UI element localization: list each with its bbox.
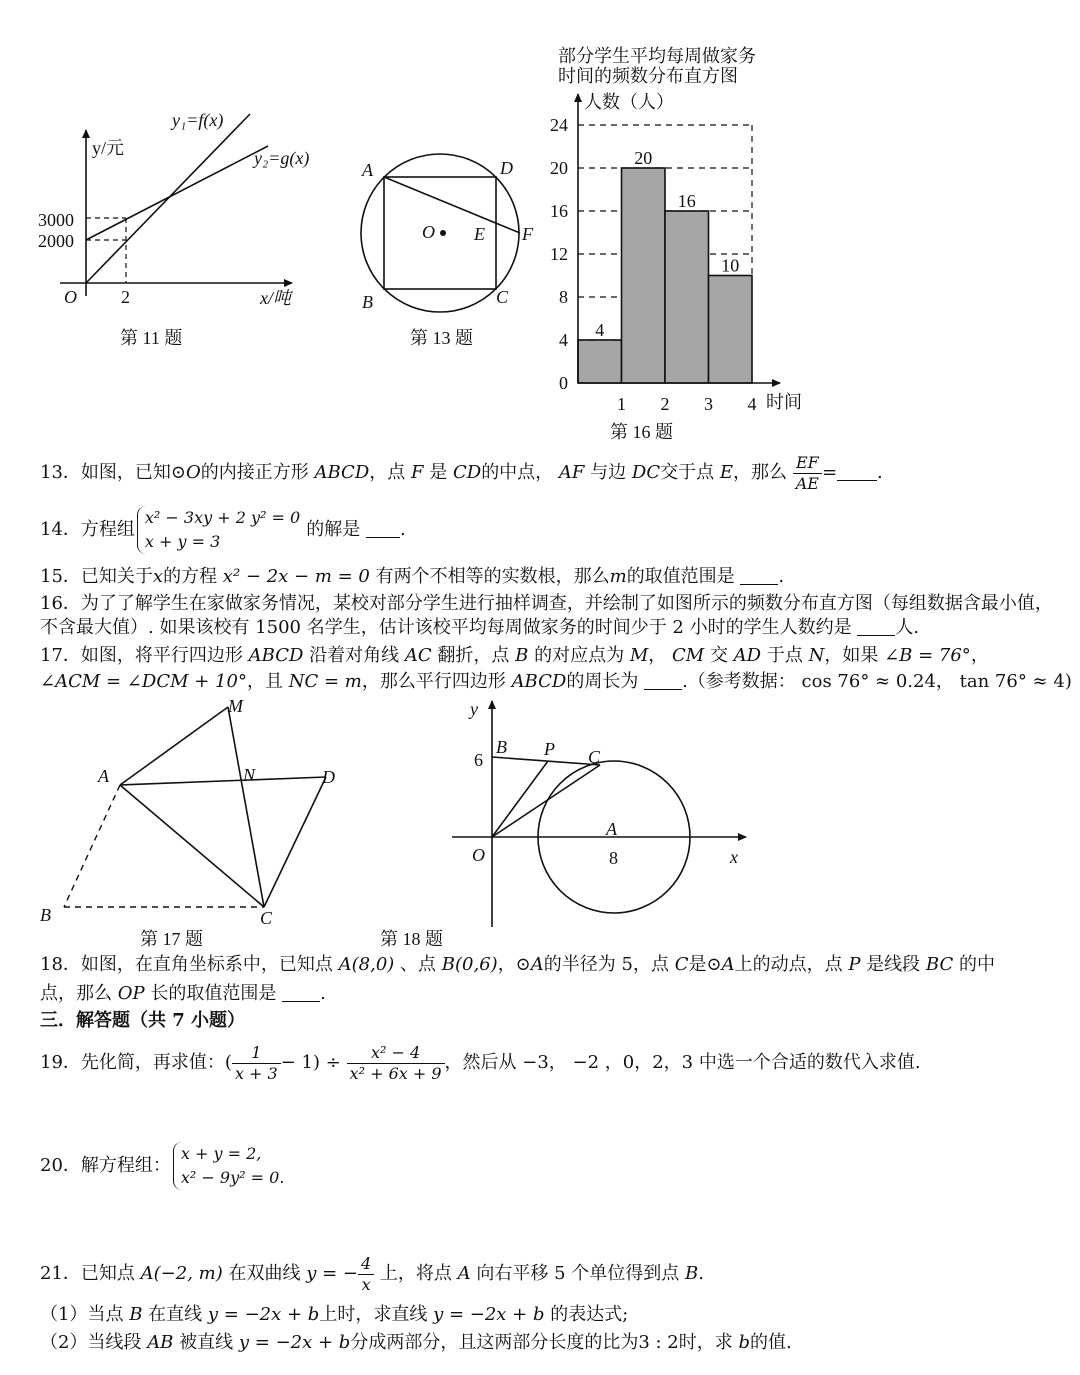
point-d: D [500,158,513,178]
q17-text: ， [970,645,989,666]
q17-reference: cos 76° ≈ 0.24 [801,671,936,692]
question-20 [40,1138,290,1194]
point-e: E [474,224,485,244]
histogram-bars [578,168,752,383]
q13-var: DC [631,462,661,483]
q13-equals: = [821,462,838,483]
q17-text: 翻折，点 [437,645,510,666]
q21-text: 向右平移 5 个单位得到点 [476,1263,680,1284]
segment-am [120,707,228,785]
q13-end: . [877,462,883,483]
q21-1-equation: y = −2x + b [433,1304,545,1325]
q17-text: 沿着对角线 [309,645,400,666]
point-c: C [496,287,509,307]
q21-2-var: AB [147,1332,174,1353]
q13-var: ABCD [314,462,370,483]
histogram-bar [665,211,709,383]
q17-text: 的对应点为 [534,645,625,666]
fraction-denominator: x² + 6x + 9 [349,1063,442,1083]
q15-var: m [609,566,627,587]
q17-equation: ∠ACM = ∠DCM + 10° [40,671,247,692]
caption-16: 第 16 题 [610,422,673,442]
y-tick-label: 8 [559,287,568,307]
tick-x-2: 2 [121,287,130,307]
q15-var: x [152,566,164,587]
q13-text: 的内接正方形 [200,462,309,483]
question-19 [40,1036,921,1090]
x-tick-label: 4 [747,394,757,414]
q15-text: 的取值范围是 [626,566,735,587]
q18-text: 是线段 [866,954,921,975]
q21-1-text: （1）当点 [40,1304,124,1325]
question-18-line2 [40,982,326,1006]
q21-2-text: 被直线 [179,1332,234,1353]
y-tick-6: 6 [474,750,483,770]
q17-var: ABCD [248,645,304,666]
q21-text: 21．已知点 [40,1263,135,1284]
x-axis-label: x/吨 [260,288,291,308]
fraction-denominator: x [361,1274,371,1294]
q21-2-text: 分成两部分，且这两部分长度的比为 [350,1332,639,1353]
bar-value-label: 16 [677,191,696,211]
q18-text: 点，那么 [40,983,112,1004]
bar-value-label: 20 [634,148,653,168]
fraction-numerator: 4 [358,1254,374,1275]
point-b: B [362,292,373,312]
q18-var: BC [925,954,954,975]
q19-operator: − 1) ÷ [280,1052,341,1073]
q17-reference: tan 76° ≈ 4) [959,671,1072,692]
fraction-numerator: EF [793,453,822,474]
q17-var: AD [733,645,762,666]
y-axis-label: y [470,699,478,719]
point-a: A [362,160,373,180]
point-b: B [496,737,507,757]
figure-13 [350,140,550,360]
x-tick-label: 3 [704,394,713,414]
center-o [440,230,446,236]
q21-text: 上，将点 [379,1263,452,1284]
q13-text: ，点 [369,462,406,483]
q15-text: 的方程 [163,566,218,587]
histogram-y-label: 人数（人） [584,92,674,112]
q18-point: A(8,0) [338,954,395,975]
tick-3000: 3000 [38,210,74,230]
caption-13: 第 13 题 [410,328,473,348]
histogram-title-line1: 部分学生平均每周做家务 [558,46,756,66]
answer-blank-17[interactable] [644,671,682,690]
q21-2-text: 时，求 [678,1332,733,1353]
q18-text: 18．如图，在直角坐标系中，已知点 [40,954,333,975]
q21-1-text: 上时，求直线 [319,1304,428,1325]
q21-var: A [457,1263,471,1284]
q17-text: ，如果 [824,645,879,666]
q20-eq1: x + y = 2, [180,1144,262,1163]
q18-text: 的半径为 5，点 [543,954,669,975]
x-axis-label: x [730,847,738,867]
segment-dc [264,777,326,907]
line-g [86,146,268,240]
line-f-label: y₁=f(x) [172,110,224,130]
q20-eq2: x² − 9y² = 0. [180,1168,285,1187]
question-21-part-2 [40,1331,792,1355]
q19-paren: ( [224,1052,232,1073]
segment-oc [492,765,600,837]
histogram-bar [709,276,753,384]
q17-var: N [808,645,825,666]
q16-text: 16．为了了解学生在家做家务情况，某校对部分学生进行抽样调查，并绘制了如图所示的频数分布直方图（每组数据含最小值，不含最大值）. 如果该校有 1500 名学生，估计该校平均每周做家务的时间少于 2 小时的学生人数约是 [40,593,1053,638]
fraction-denominator: x + 3 [234,1063,278,1083]
q18-text: ，⊙ [497,954,531,975]
point-d: D [322,767,335,787]
q18-text: 的中 [958,954,995,975]
figure-17 [30,695,360,955]
q18-text: 上的动点，点 [734,954,843,975]
x-tick-label: 1 [617,394,626,414]
question-16 [40,592,1065,640]
q18-text: 、点 [400,954,437,975]
question-15 [40,565,784,589]
q14-text: 的解是 [306,519,361,540]
q17-var: M [629,645,649,666]
point-p: P [544,739,555,759]
segment-mc [228,707,264,907]
bar-value-label: 10 [721,255,740,276]
point-a: A [98,766,109,786]
q14-eq1: x² − 3xy + 2 y² = 0 [144,508,301,527]
q21-2-ratio: 3 : 2 [638,1332,679,1353]
answer-blank-14[interactable] [366,519,400,538]
point-n: N [243,765,256,785]
q18-text: 是⊙ [688,954,722,975]
caption-18: 第 18 题 [380,929,443,949]
point-c: C [260,908,273,928]
y-tick-label: 4 [559,330,568,350]
q18-text: 长的取值范围是 [150,983,277,1004]
q15-text: 有两个不相等的实数根，那么 [375,566,610,587]
q19-text: ，然后从 −3， −2 ，0，2，3 中选一个合适的数代入求值. [444,1052,921,1073]
question-13 [40,448,883,498]
q17-var: ABCD [511,671,567,692]
point-o: O [422,222,435,242]
bar-value-label: 4 [595,320,605,340]
section-heading: 三．解答题（共 7 小题） [40,1010,246,1031]
answer-blank-16[interactable] [857,617,895,636]
origin-label: O [64,287,77,307]
point-b: B [40,905,51,925]
question-21 [40,1248,704,1300]
q21-fraction [358,1254,374,1295]
q20-text: 20．解方程组： [40,1155,171,1176]
q13-text: 与边 [590,462,627,483]
q17-var: CM [672,645,705,666]
q13-text: 交于点 [660,462,715,483]
q20-system [173,1142,287,1190]
q19-fraction-1 [232,1043,281,1084]
y-tick-label: 24 [550,115,568,135]
answer-blank-18[interactable] [282,983,320,1002]
q17-var: B [515,645,529,666]
q17-var: AC [404,645,432,666]
q13-text: 是 [429,462,448,483]
q18-var: OP [117,983,145,1004]
q21-2-var: b [738,1332,751,1353]
q17-equation: NC = m [288,671,362,692]
answer-blank-15[interactable] [740,566,778,585]
segment-ab-dashed [64,785,120,907]
question-14 [40,502,406,558]
q17-text: ，那么平行四边形 [361,671,506,692]
y-axis-label: y/元 [92,138,125,158]
question-18-line1 [40,953,995,977]
q13-text: 的中点， [481,462,554,483]
q13-fraction [793,453,822,494]
point-a: A [606,819,617,839]
segment-af [384,177,520,233]
q21-point: A(−2, m) [140,1263,223,1284]
q18-point: B(0,6) [441,954,498,975]
q17-text: 于点 [766,645,803,666]
q21-1-equation: y = −2x + b [207,1304,320,1325]
q17-text: 17．如图，将平行四边形 [40,645,243,666]
fraction-numerator: 1 [232,1043,281,1064]
q17-equation: ∠B = 76° [884,645,971,666]
q13-var: AF [558,462,585,483]
q13-var: F [411,462,424,483]
q18-var: A [721,954,735,975]
q14-eq2: x + y = 3 [144,532,221,551]
point-m: M [228,696,243,716]
y-tick-label: 20 [550,158,568,178]
figure-16-histogram [540,40,830,450]
y-tick-label: 12 [550,244,568,264]
histogram-x-label: 时间 [766,392,802,412]
q17-text: 的周长为 [566,671,639,692]
point-f: F [522,224,533,244]
q17-text: ， [648,645,667,666]
y-tick-label: 16 [550,201,568,221]
caption-17: 第 17 题 [140,929,203,949]
histogram-title-line2: 时间的频数分布直方图 [558,66,738,86]
q17-text: .（参考数据： [682,671,796,692]
q13-var: E [719,462,733,483]
q19-text: 19．先化简，再求值： [40,1052,225,1073]
q21-2-equation: y = −2x + b [238,1332,351,1353]
tick-2000: 2000 [38,231,74,251]
q21-2-text: 的值. [750,1332,792,1353]
x-tick-label: 2 [660,394,670,414]
figure-11 [30,100,350,360]
q17-text: ， [935,671,954,692]
q18-var: C [674,954,689,975]
q21-1-text: 在直线 [148,1304,203,1325]
line-g-label: y₂=g(x) [254,148,310,168]
q16-end: 人. [895,617,920,638]
q18-var: P [848,954,861,975]
q19-fraction-2 [347,1043,445,1084]
histogram-bar [578,340,622,383]
q13-var: O [186,462,201,483]
q21-equation: y = − [306,1263,358,1284]
q15-text: 15．已知关于 [40,566,153,587]
q14-end: . [399,519,406,540]
point-c: C [588,747,601,767]
q21-2-text: （2）当线段 [40,1332,142,1353]
q13-text: ，那么 [732,462,787,483]
y-tick-label: 0 [559,373,568,393]
q13-var: CD [452,462,482,483]
fraction-numerator: x² − 4 [347,1043,445,1064]
q14-system [137,506,302,554]
figure-18 [370,695,760,955]
q18-end: . [320,983,326,1004]
q21-end: . [698,1263,704,1284]
q14-text: 14．方程组 [40,519,135,540]
q21-1-var: B [129,1304,143,1325]
q15-end: . [778,566,785,587]
histogram-bar [622,168,666,383]
question-21-part-1 [40,1303,628,1327]
question-17-line1 [40,644,989,668]
q21-text: 在双曲线 [228,1263,301,1284]
fraction-denominator: AE [795,473,819,493]
segment-ac [120,785,264,907]
q17-text: 交 [709,645,728,666]
q21-1-text: 的表达式; [550,1304,629,1325]
answer-blank-13[interactable] [837,462,877,481]
question-17-line2 [40,670,1072,694]
segment-ad [120,777,326,785]
x-tick-8: 8 [609,848,618,868]
q15-equation: x² − 2x − m = 0 [222,566,370,587]
q21-var: B [685,1263,699,1284]
q13-text: 13．如图，已知⊙ [40,462,186,483]
q18-var: A [530,954,544,975]
caption-11: 第 11 题 [120,328,183,348]
q17-text: ，且 [246,671,283,692]
point-o: O [472,845,485,865]
